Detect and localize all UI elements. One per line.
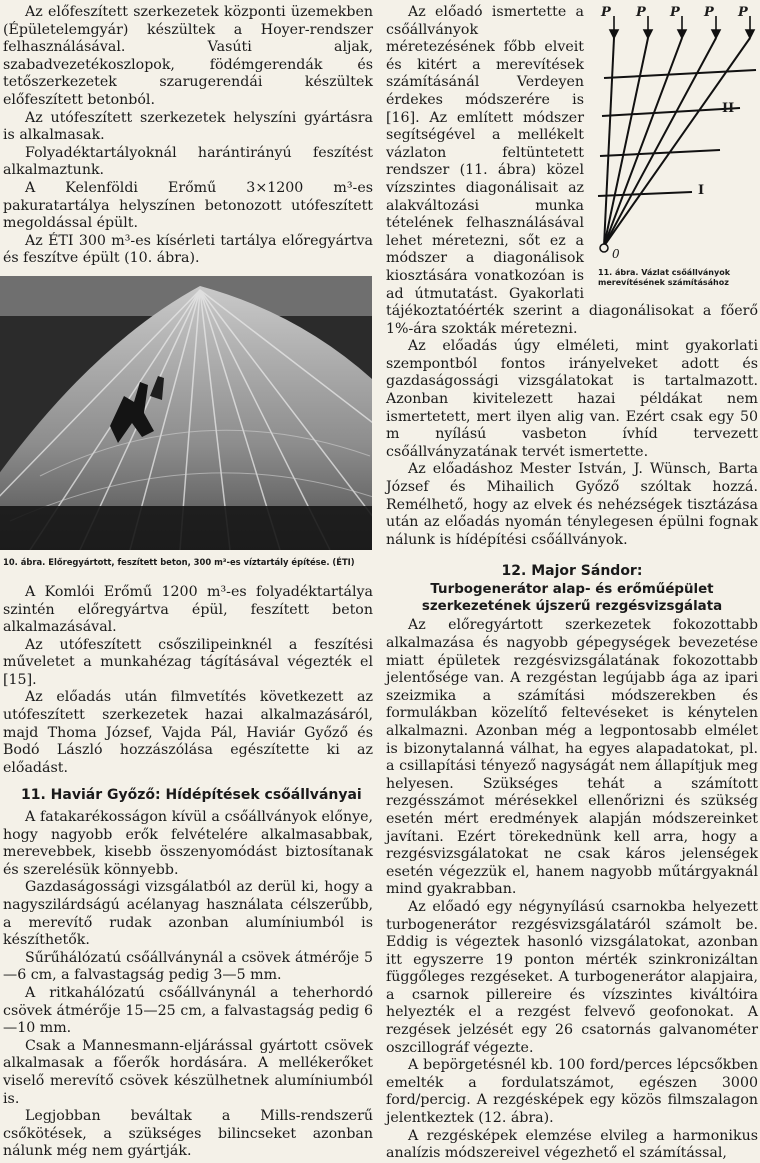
load-label: P (704, 5, 714, 20)
paragraph: Az utófeszített csőszilipeinknél a feszítési műveletet a munkahézag tágításával végezték el [15]. (3, 636, 373, 688)
level-label: I (698, 183, 705, 198)
paragraph: Az előadó ismertette a csőállványok méretezésének főbb elveit és kitért a merevítések számításánál Verdeyen érdekes módszerére is [16]. Az említett módszer segítségével a mellékelt vázlaton feltüntetett rendszer (11. ábra) közel vízszintes diagonálisait az alakváltozási munka tételének felhasználásával lehet méretezni, sőt ez a módszer a diagonálisok kiosztására vonatkozóan is ad útmutatást. Gyakorlati tájékoztatóérték szerint a diagonálisokat a főerő 1%-ára szokták méretezni. (386, 4, 758, 337)
paragraph: Folyadéktartályoknál harántirányú feszítést alkalmaztunk. (3, 144, 373, 179)
load-label: P (601, 5, 611, 20)
left-column (3, 4, 373, 1161)
section-title: 12. Major Sándor: (501, 563, 643, 580)
section-subtitle: Turbogenerátor alap- és erőműépület szerkezetének újszerű rezgésvizsgálata (421, 582, 723, 614)
paragraph: Az előfeszített szerkezetek központi üzemekben (Épületelemgyár) készültek a Hoyer-rendszer felhasználásával. Vasúti aljak, szabadvezetékoszlopok, födémgerendák és tetőszerkezetek szarugerendái készültek előfeszített betonból. (3, 4, 373, 108)
paragraph: Az előadás után filmvetítés következett az utófeszített szerkezetek hazai alkalmazásáról, majd Thoma József, Vajda Pál, Haviár Győző és Bodó László hozzászólása egészítette ki az előadást. (3, 689, 373, 776)
tank-construction-photo (0, 276, 372, 550)
load-label: P (636, 5, 646, 20)
paragraph: A Komlói Erőmű 1200 m³-es folyadéktartálya szintén előregyártva épül, feszített beton alkalmazásával. (3, 583, 373, 636)
paragraph: Legjobban beváltak a Mills-rendszerű csőkötések, a szükséges bilincseket azonban nálunk még nem gyártják. (3, 1108, 373, 1160)
paragraph: Az előadás úgy elméleti, mint gyakorlati szempontból fontos irányelveket adott és gazdaságossági vizsgálatokat is tartalmazott. Azonban kivitelezett hazai példákat nem ismertetett, mert ilyen alig van. Ezért csak egy 50 m nyílású vasbeton ívhíd tervezett csőállványzatának tervét ismertette. (386, 338, 758, 460)
paragraph: Sűrűhálózatú csőállványnál a csövek átmérője 5—6 cm, a falvastagság pedig 3—5 mm. (3, 949, 373, 984)
paragraph: A rezgésképek elemzése elvileg a harmonikus analízis módszereivel végezhető el számítással, (386, 1127, 758, 1162)
paragraph: A Kelenföldi Erőmű 3×1200 m³-es pakuratartálya helyszínen betonozott utófeszített megoldással épült. (3, 179, 373, 232)
origin-label: 0 (612, 247, 620, 261)
tank-photo-illustration (0, 276, 372, 550)
paragraph: Az utófeszített szerkezetek helyszíni gyártásra is alkalmasak. (3, 109, 373, 144)
paragraph: A bepörgetésnél kb. 100 ford/perces lépcsőkben emelték a fordulatszámot, egészen 3000 ford/percig. A rezgésképek egy közös filmszalagon jelentkeztek (12. ábra). (386, 1057, 758, 1127)
right-column (386, 4, 758, 1163)
section-title: 11. Haviár Győző: Hídépítések csőállványai (21, 787, 362, 804)
paragraph: Az ÉTI 300 m³-es kísérleti tartálya előregyártva és feszítve épült (10. ábra). (3, 232, 373, 267)
paragraph: Az előregyártott szerkezetek fokozottabb alkalmazása és nagyobb gépegységek bevezetése miatt épületek rezgésvizsgálatának fokozottabb jelentősége van. A rezgéstan legújabb ága az ipari szeizmika a számítási módszerekben és formulákban közelítő feltevéseket is kénytelen alkalmazni. Azonban még a legpontosabb elmélet is bizonytalanná válhat, ha egyes alapadatokat, pl. a csillapítási tényező nagyságát nem állapítjuk meg helyesen. Szükséges tehát a számított rezgésszámot mérésekkel ellenőrizni és szükség esetén mért eredmények alapján módszereinket javítani. Ezért törekednünk kell arra, hogy a rezgésvizsgálatokat ne csak káros jelenségek esetén végezzük el, hanem nagyobb műtárgyaknál mind gyakrabban. (386, 617, 758, 898)
paragraph: Az előadó egy négynyílású csarnokba helyezett turbogenerátor rezgésvizsgálatáról számolt be. Eddig is végeztek hasonló vizsgálatokat, azonban itt egyszerre 19 ponton mérték szinkronizáltan függőleges rezgéseket. A turbogenerátor alapjaira, a csarnok pillereire és vízszintes kiváltóira helyezték el a rezgést felvevő geofonokat. A rezgések jelzését egy 26 csatornás galvanométer oszcillográf végezte. (386, 898, 758, 1056)
paragraph: Csak a Mannesmann-eljárással gyártott csövek alkalmasak a főerők hordására. A mellékerőket viselő merevítő csövek készülhetnek alumíniumból is. (3, 1037, 373, 1107)
paragraph: A ritkahálózatú csőállványnál a teherhordó csövek átmérője 15—25 cm, a falvastagság pedig 6—10 mm. (3, 984, 373, 1037)
scaffold-diagram-figure (590, 5, 760, 293)
figure-caption: 11. ábra. Vázlat csőállványok merevítésének számításához (598, 268, 731, 287)
scaffold-diagram (590, 8, 760, 266)
paragraph: A fatakarékosságon kívül a csőállványok előnye, hogy nagyobb erők felvételére alkalmasabbak, merevebbek, kisebb összenyomódást biztosítanak és szerelésük könnyebb. (3, 809, 373, 878)
load-label: P (738, 5, 748, 20)
figure-caption: 10. ábra. Előregyártott, feszített beton, 300 m³-es víztartály építése. (ÉTI) (3, 556, 355, 567)
load-label: P (670, 5, 680, 20)
paragraph: Gazdaságossági vizsgálatból az derül ki, hogy a nagyszilárdságú acélanyag használata célszerűbb, a merevítő rudak azonban alumíniumból is készíthetők. (3, 879, 373, 949)
level-label: II (722, 101, 735, 116)
paragraph: Az előadáshoz Mester István, J. Wünsch, Barta József és Mihailich Győző szóltak hozzá. Remélhető, hogy az elvek és nehézségek tisztázása után az előadás nyomán ténylegesen épülni fognak nálunk is hídépítési csőállványok. (386, 461, 758, 548)
